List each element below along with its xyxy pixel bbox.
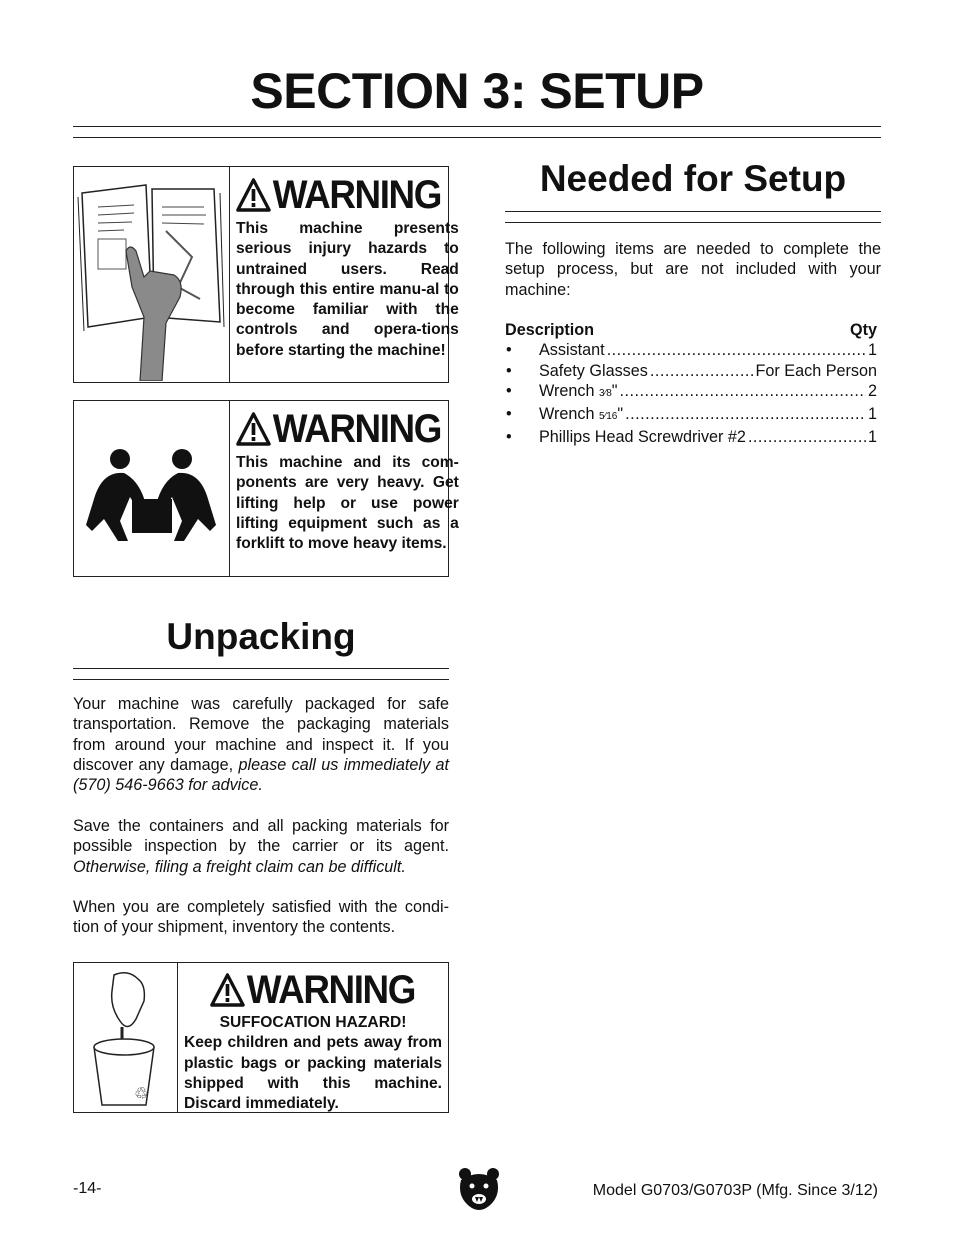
warning-heading [236, 405, 441, 453]
list-item [505, 427, 877, 447]
warning-read-manual-text: This machine presents serious injury hazards to untrained users. Read through this entire manu-al to become familiar with the controls and opera-tions before starting the machine! [236, 220, 459, 359]
item-qty: 1 [867, 341, 877, 360]
dot-leader [748, 427, 866, 447]
item-name: Wrench [539, 381, 599, 400]
list-item [505, 340, 877, 360]
item-fraction: 3⁄8 [598, 387, 612, 399]
warning-box-heavy [73, 400, 459, 577]
unpacking-p2-italic: Otherwise, filing a freight claim can be difficult. [73, 857, 406, 876]
item-suffix: " [611, 381, 618, 400]
page-number: -14- [73, 1180, 102, 1197]
table-header [505, 320, 877, 340]
section-title: SECTION 3: SETUP [250, 63, 704, 119]
warning-word: WARNING [272, 406, 442, 451]
unpacking-p1-text: Your machine was carefully packaged for safe transportation. Remove the packaging materials from around your machine and inspect it. If you discover any damage, [73, 695, 449, 774]
dot-leader [650, 361, 754, 381]
item-name: Safety Glasses [539, 361, 648, 380]
trash-bag-icon [74, 963, 178, 1112]
bullet: • [506, 381, 512, 400]
bullet: • [506, 405, 512, 424]
dot-leader [607, 340, 866, 360]
item-qty: 1 [867, 405, 877, 424]
needed-for-setup-heading: Needed for Setup [539, 158, 847, 199]
read-manual-icon [74, 167, 230, 382]
list-item [505, 404, 877, 427]
title-rule-top [73, 126, 881, 127]
warning-suffocation-text: Keep children and pets away from plastic bags or packing materials shipped with this machine. Discard immediately. [184, 1034, 442, 1113]
model-info: Model G0703/G0703P (Mfg. Since 3/12) [592, 1182, 878, 1199]
unpacking-rule-top [73, 668, 449, 669]
dot-leader [620, 381, 866, 401]
unpacking-heading: Unpacking [166, 616, 356, 657]
column-qty: Qty [850, 321, 877, 339]
needed-items-table [505, 320, 877, 448]
warning-heavy-text: This machine and its com-ponents are very heavy. Get lifting help or use power lifting equipment such as a forklift to move heavy items. [236, 454, 459, 553]
unpacking-paragraph-3: When you are completely satisfied with the condi-tion of your shipment, inventory the contents. [73, 898, 449, 937]
item-qty: 1 [867, 428, 877, 447]
dot-leader [625, 404, 866, 424]
bullet: • [506, 341, 512, 360]
unpacking-p2-text: Save the containers and all packing materials for possible inspection by the carrier or its agent. [73, 817, 449, 856]
needed-intro: The following items are needed to complete the setup process, but are not included with your machine: [505, 240, 881, 299]
warning-box-read-manual [73, 166, 459, 383]
unpacking-paragraph-2 [73, 816, 449, 877]
warning-word: WARNING [246, 967, 416, 1012]
unpacking-paragraph-1 [73, 694, 449, 795]
grizzly-bear-logo-icon [457, 1166, 501, 1217]
unpacking-rule-bottom [73, 679, 449, 680]
warning-triangle-icon [210, 973, 245, 1007]
bullet: • [506, 428, 512, 447]
column-description: Description [505, 321, 595, 339]
item-name: Assistant [539, 341, 605, 360]
warning-triangle-icon [236, 412, 271, 446]
warning-text-block [230, 167, 465, 382]
list-item [505, 361, 877, 381]
suffocation-hazard-label: SUFFOCATION HAZARD! [219, 1014, 407, 1031]
warning-text-block [178, 963, 448, 1112]
list-item [505, 381, 877, 404]
item-name: Wrench [539, 405, 599, 424]
item-fraction: 5⁄16 [598, 411, 618, 423]
warning-text-block [230, 401, 465, 576]
warning-heading [210, 967, 423, 1013]
warning-box-suffocation [73, 962, 449, 1113]
item-name: Phillips Head Screwdriver #2 [539, 428, 746, 447]
item-qty: 2 [867, 381, 877, 400]
title-rule-bottom [73, 137, 881, 138]
heavy-lifting-icon [74, 401, 230, 576]
warning-word: WARNING [272, 172, 442, 217]
svg-text:♲: ♲ [134, 1084, 149, 1103]
bullet: • [506, 361, 512, 380]
item-suffix: " [617, 405, 624, 424]
warning-heading [236, 171, 441, 219]
unpacking-p1-italic: please call us immediately at (570) 546-9663 for advice. [73, 755, 449, 795]
warning-triangle-icon [236, 178, 271, 212]
item-qty: For Each Person [755, 361, 877, 380]
needed-rule-bottom [505, 222, 881, 223]
needed-rule-top [505, 211, 881, 212]
